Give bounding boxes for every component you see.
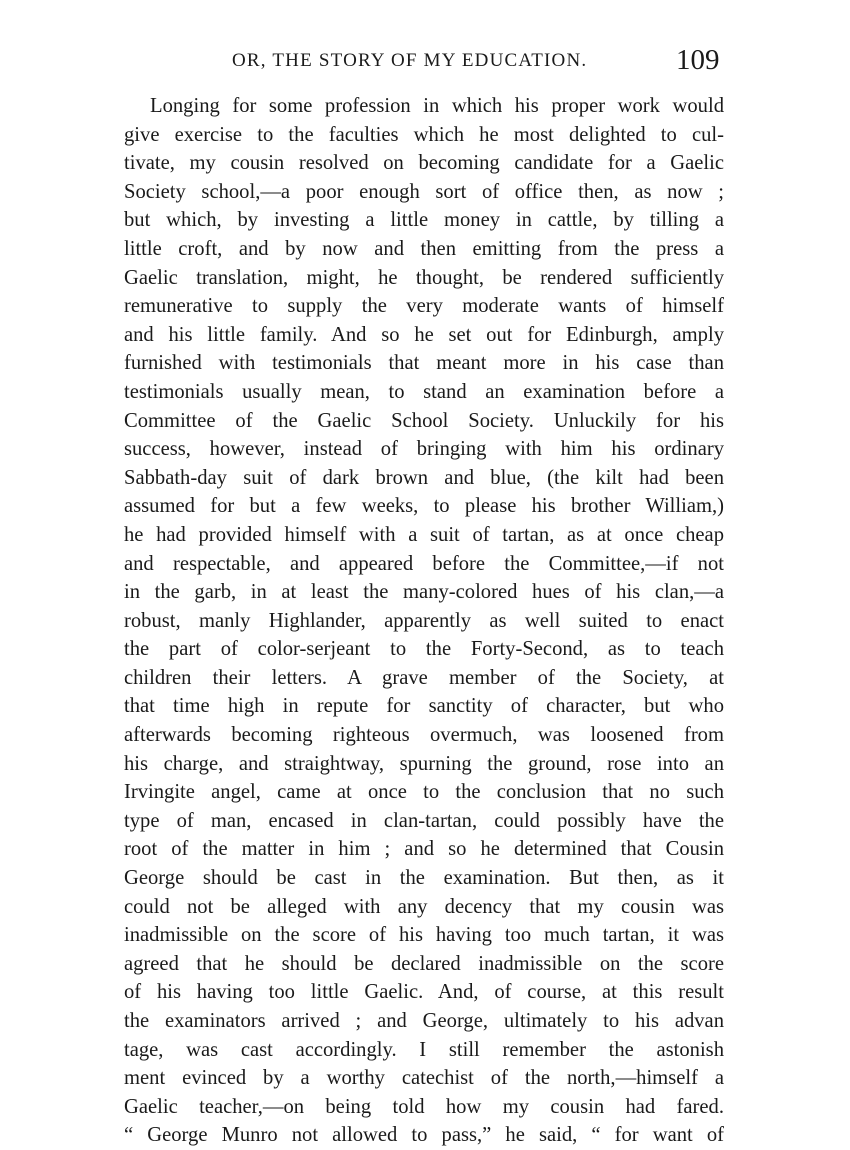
text-line: give exercise to the faculties which he most delighted to cul-	[124, 123, 724, 146]
text-line: George should be cast in the examination. But then, as it	[124, 867, 724, 890]
text-line: of his having too little Gaelic. And, of course, at this result	[124, 981, 724, 1004]
text-line: agreed that he should be declared inadmissible on the score	[124, 952, 724, 975]
text-line: little croft, and by now and then emitting from the press a	[124, 237, 724, 260]
text-line: root of the matter in him ; and so he determined that Cousin	[124, 838, 724, 861]
text-line: ment evinced by a worthy catechist of the north,—himself a	[124, 1067, 724, 1090]
running-head	[0, 44, 850, 84]
text-line: Irvingite angel, came at once to the conclusion that no such	[124, 781, 724, 804]
text-line: success, however, instead of bringing with him his ordinary	[124, 438, 724, 461]
text-line: assumed for but a few weeks, to please his brother William,)	[124, 495, 724, 518]
text-line: tage, was cast accordingly. I still remember the astonish	[124, 1038, 724, 1061]
text-line: his charge, and straightway, spurning the ground, rose into an	[124, 752, 724, 775]
text-line: tivate, my cousin resolved on becoming candidate for a Gaelic	[124, 152, 724, 175]
text-line: and respectable, and appeared before the Committee,—if not	[124, 552, 724, 575]
body-paragraph	[124, 92, 724, 1150]
text-line: the part of color-serjeant to the Forty-Second, as to teach	[124, 638, 724, 661]
text-line: type of man, encased in clan-tartan, could possibly have the	[124, 809, 724, 832]
text-line: Gaelic teacher,—on being told how my cousin had fared.	[124, 1095, 724, 1118]
text-line: that time high in repute for sanctity of character, but who	[124, 695, 724, 718]
text-line: inadmissible on the score of his having too much tartan, it was	[124, 924, 724, 947]
text-line: in the garb, in at least the many-colored hues of his clan,—a	[124, 581, 724, 604]
text-line: Sabbath-day suit of dark brown and blue, (the kilt had been	[124, 466, 724, 489]
text-line: but which, by investing a little money in cattle, by tilling a	[124, 209, 724, 232]
text-line: robust, manly Highlander, apparently as well suited to enact	[124, 609, 724, 632]
text-line: he had provided himself with a suit of tartan, as at once cheap	[124, 523, 724, 546]
text-line: children their letters. A grave member of the Society, at	[124, 666, 724, 689]
text-line: afterwards becoming righteous overmuch, was loosened from	[124, 724, 724, 747]
page-number: 109	[676, 44, 720, 76]
text-line: the examinators arrived ; and George, ultimately to his advan	[124, 1010, 724, 1032]
text-line: “ George Munro not allowed to pass,” he said, “ for want of	[124, 1124, 724, 1147]
text-line: testimonials usually mean, to stand an examination before a	[124, 380, 724, 403]
text-line: and his little family. And so he set out for Edinburgh, amply	[124, 323, 724, 346]
text-line: Gaelic translation, might, he thought, be rendered sufficiently	[124, 266, 724, 289]
text-line: Longing for some profession in which his proper work would	[150, 95, 724, 117]
text-line: Committee of the Gaelic School Society. Unluckily for his	[124, 409, 724, 432]
text-line: furnished with testimonials that meant more in his case than	[124, 352, 724, 375]
text-line: Society school,—a poor enough sort of office then, as now ;	[124, 180, 724, 203]
text-line: remunerative to supply the very moderate wants of himself	[124, 295, 724, 318]
running-title: OR, THE STORY OF MY EDUCATION.	[232, 50, 588, 71]
text-line: could not be alleged with any decency that my cousin was	[124, 895, 724, 918]
